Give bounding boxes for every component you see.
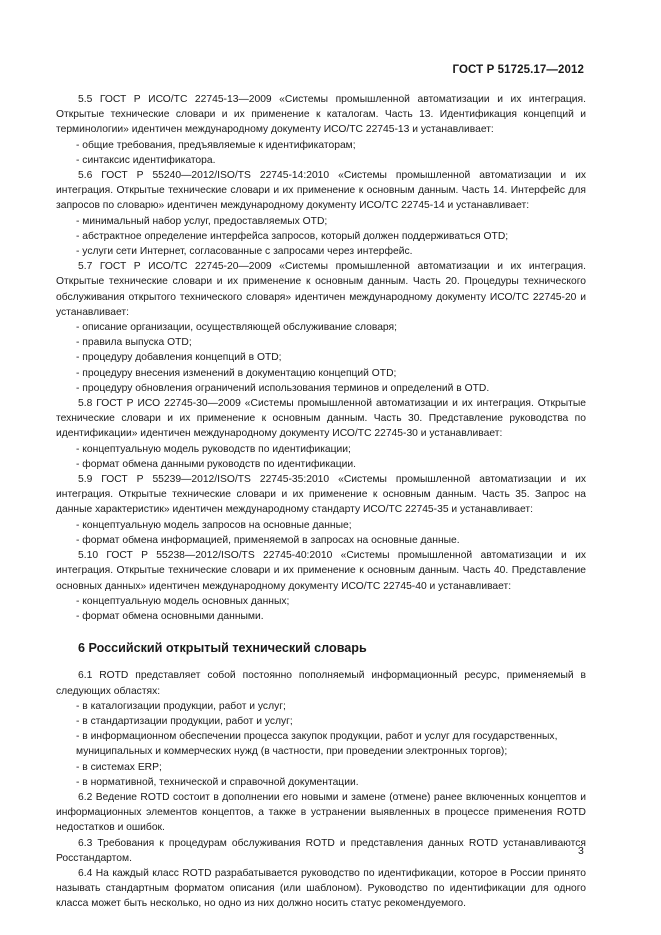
clause-5-9: 5.9 ГОСТ Р 55239—2012/ISO/TS 22745-35:2010 «Системы промышленной автоматизации и их интеграция. Открытые технические словари и их применение к основным данным. Часть 35. Запрос на данные характеристик» идентичен международному стандарту ИСО/ТС 22745-35 и устанавливает:	[56, 474, 586, 516]
list-item: - в информационном обеспечении процесса закупок продукции, работ и услуг для государственных, муниципальных и коммерческих нужд (в частности, при проведении электронных торгов);	[56, 729, 586, 759]
list-item: - формат обмена данными руководств по идентификации.	[56, 457, 586, 472]
list-item: - процедуру обновления ограничений использования терминов и определений в OTD.	[56, 381, 586, 396]
list-item: - формат обмена информацией, применяемой в запросах на основные данные.	[56, 533, 586, 548]
list-item: - в каталогизации продукции, работ и услуг;	[56, 699, 586, 714]
list-item: - описание организации, осуществляющей обслуживание словаря;	[56, 320, 586, 335]
list-item: - общие требования, предъявляемые к идентификаторам;	[56, 138, 586, 153]
page-content	[56, 92, 586, 912]
list-item: - абстрактное определение интерфейса запросов, который должен поддерживаться OTD;	[56, 229, 586, 244]
clause-5-10: 5.10 ГОСТ Р 55238—2012/ISO/TS 22745-40:2010 «Системы промышленной автоматизации и их интеграция. Открытые технические словари и их применение к основным данным. Часть 40. Представление основных данных» идентичен международному документу ИСО/ТС 22745-40 и устанавливает:	[56, 550, 586, 592]
list-item: - концептуальную модель основных данных;	[56, 594, 586, 609]
list-item: - процедуру внесения изменений в документацию концепций OTD;	[56, 366, 586, 381]
list-item: - в стандартизации продукции, работ и услуг;	[56, 714, 586, 729]
clause-5-8: 5.8 ГОСТ Р ИСО 22745-30—2009 «Системы промышленной автоматизации и их интеграция. Открытые технические словари и их применение к основным данным. Часть 30. Представление руководства по идентификации» идентичен международному документу ИСО/ТС 22745-30 и устанавливает:	[56, 398, 586, 440]
clause-5-7: 5.7 ГОСТ Р ИСО/ТС 22745-20—2009 «Системы промышленной автоматизации и их интеграция. Открытые технические словари и их применение к основным данным. Часть 20. Процедуры технического обслуживания открытого технического словаря» идентичен международному документу ИСО/ТС 22745-20 и устанавливает:	[56, 261, 586, 318]
clause-6-2: 6.2 Ведение ROTD состоит в дополнении его новыми и замене (отмене) ранее включенных концептов и информационных элементов концептов, а также в устранении выявленных в процессе применения ROTD недостатков и ошибок.	[56, 791, 586, 834]
list-item: - в нормативной, технической и справочной документации.	[56, 775, 586, 790]
list-item: - концептуальную модель запросов на основные данные;	[56, 518, 586, 533]
list-item: - правила выпуска OTD;	[56, 335, 586, 350]
list-item: - концептуальную модель руководств по идентификации;	[56, 442, 586, 457]
document-code: ГОСТ Р 51725.17—2012	[452, 64, 584, 76]
list-item: - формат обмена основными данными.	[56, 609, 586, 624]
section-6-heading: 6 Российский открытый технический словарь	[78, 641, 367, 656]
clause-5-6: 5.6 ГОСТ Р 55240—2012/ISO/TS 22745-14:2010 «Системы промышленной автоматизации и их интеграция. Открытые технические словари и их применение к основным данным. Часть 14. Интерфейс для запросов по словарю» идентичен международному документу ИСО/ТС 22745-14 и устанавливает:	[56, 170, 586, 212]
list-item: - процедуру добавления концепций в OTD;	[56, 350, 586, 365]
list-item: - синтаксис идентификатора.	[56, 153, 586, 168]
clause-6-3: 6.3 Требования к процедурам обслуживания ROTD и представления данных ROTD устанавливаются Росстандартом.	[56, 837, 586, 864]
list-item: - в системах ERP;	[56, 760, 586, 775]
clause-6-1: 6.1 ROTD представляет собой постоянно пополняемый информационный ресурс, применяемый в следующих областях:	[56, 670, 586, 697]
page-number: 3	[578, 845, 584, 857]
list-item: - минимальный набор услуг, предоставляемых OTD;	[56, 214, 586, 229]
list-item: - услуги сети Интернет, согласованные с запросами через интерфейс.	[56, 244, 586, 259]
clause-6-4: 6.4 На каждый класс ROTD разрабатывается руководство по идентификации, которое в России принято называть стандартным форматом описания (или шаблоном). Руководство по идентификации для одного класса может быть несколько, но одно из них должно носить статус рекомендуемого.	[56, 867, 586, 910]
clause-5-5: 5.5 ГОСТ Р ИСО/ТС 22745-13—2009 «Системы промышленной автоматизации и их интеграция. Открытые технические словари и их применение к каталогам. Часть 13. Идентификация концепций и терминологии» идентичен международному документу ИСО/ТС 22745-13 и устанавливает:	[56, 94, 586, 136]
